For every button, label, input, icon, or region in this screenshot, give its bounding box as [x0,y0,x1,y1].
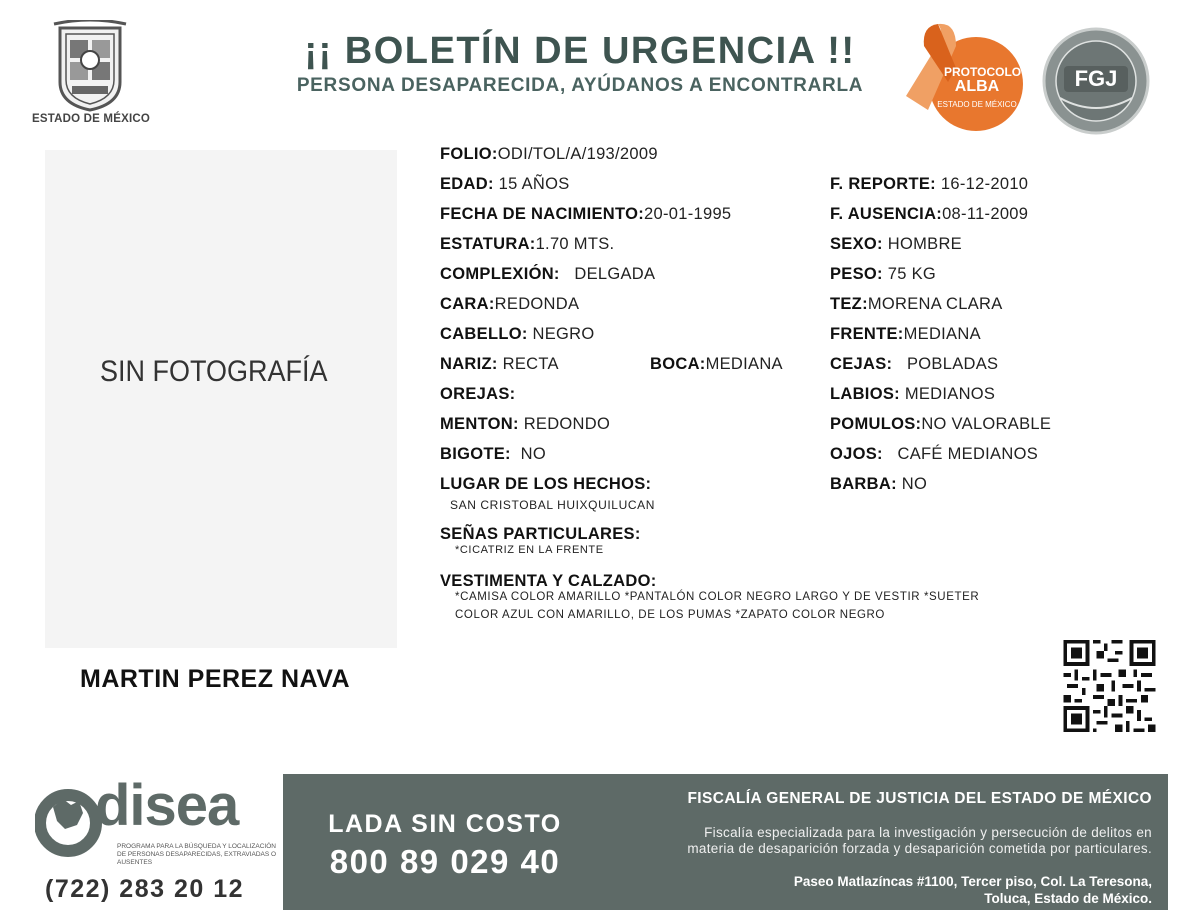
field-nariz [440,355,559,374]
field-bigote [440,445,546,464]
field-estatura [440,235,614,254]
field-nariz-value: RECTA [502,355,559,373]
fgj-logo [1040,26,1152,136]
field-cara [440,295,579,314]
fgj-desc-line1: Fiscalía especializada para la investigación y persecución de delitos en [704,825,1152,840]
field-tez [830,295,1003,314]
bulletin-title: ¡¡ BOLETÍN DE URGENCIA !! [304,30,856,72]
lugar-label-text: LUGAR DE LOS HECHOS: [440,475,652,493]
field-sexo-value: HOMBRE [887,235,962,253]
field-tez-label: TEZ: [830,295,868,313]
field-f-ausencia-value: 08-11-2009 [942,205,1029,223]
field-bigote-value: NO [520,445,546,463]
senas-value: *CICATRIZ EN LA FRENTE [455,544,604,556]
field-nariz-label: NARIZ: [440,355,498,373]
field-cejas [830,355,998,374]
field-folio-label: FOLIO: [440,145,498,163]
field-edad [440,175,570,194]
odisea-caption-line2: DE PERSONAS DESAPARECIDAS, EXTRAVIADAS O [117,851,277,858]
lugar-value: SAN CRISTOBAL HUIXQUILUCAN [450,498,655,512]
field-orejas [440,385,515,404]
field-menton-label: MENTON: [440,415,519,433]
fgj-address [600,873,1152,907]
fgj-addr-line2: Toluca, Estado de México. [984,891,1152,906]
field-labios [830,385,995,404]
field-fecha-nacimiento [440,205,731,224]
alba-line3: ESTADO DE MÉXICO [937,100,1017,109]
field-f-reporte-label: F. REPORTE: [830,175,936,193]
field-pomulos-value: NO VALORABLE [921,415,1052,433]
field-ojos-value: CAFÉ MEDIANOS [897,445,1039,463]
field-edad-value: 15 AÑOS [498,175,570,193]
odisea-logo [35,773,277,866]
fgj-description [600,825,1152,857]
field-f-ausencia [830,205,1028,224]
senas-label [440,525,641,544]
state-label: ESTADO DE MÉXICO [32,113,150,125]
field-cabello-label: CABELLO: [440,325,528,343]
field-frente [830,325,981,344]
field-estatura-value: 1.70 MTS. [535,235,615,253]
field-peso-label: PESO: [830,265,883,283]
field-barba-label: BARBA: [830,475,897,493]
field-cejas-value: POBLADAS [906,355,999,373]
field-bigote-label: BIGOTE: [440,445,511,463]
vestimenta-line1: *CAMISA COLOR AMARILLO *PANTALÓN COLOR NEGRO LARGO Y DE VESTIR *SUETER [455,591,980,603]
person-name: MARTIN PEREZ NAVA [80,665,351,693]
field-peso [830,265,936,284]
odisea-caption-line1: PROGRAMA PARA LA BÚSQUEDA Y LOCALIZACIÓN [117,843,276,850]
field-pomulos-label: POMULOS: [830,415,922,433]
field-edad-label: EDAD: [440,175,494,193]
fgj-desc-line2: materia de desaparición forzada y desaparición cometida por particulares. [687,841,1152,856]
field-menton [440,415,610,434]
field-sexo [830,235,962,254]
estado-de-mexico-seal [48,20,132,112]
field-cejas-label: CEJAS: [830,355,893,373]
photo-placeholder [45,150,397,648]
protocolo-alba-logo [898,20,1030,132]
field-cara-value: REDONDA [494,295,580,313]
field-boca-value: MEDIANA [705,355,783,373]
fgj-name: FISCALÍA GENERAL DE JUSTICIA DEL ESTADO DE MÉXICO [687,790,1152,807]
lada-label: LADA SIN COSTO [328,810,562,838]
odisea-brand: disea [95,773,239,838]
field-cabello [440,325,595,344]
field-peso-value: 75 KG [887,265,937,283]
field-cara-label: CARA: [440,295,495,313]
qr-code[interactable] [1062,640,1157,732]
field-ojos [830,445,1038,464]
field-frente-value: MEDIANA [903,325,981,343]
field-folio [440,145,658,164]
field-estatura-label: ESTATURA: [440,235,536,253]
fgj-logo-text: FGJ [1074,66,1118,91]
field-barba [830,475,927,494]
odisea-caption-line3: AUSENTES [117,859,153,866]
field-ojos-label: OJOS: [830,445,883,463]
field-f-reporte-value: 16-12-2010 [940,175,1029,193]
field-labios-label: LABIOS: [830,385,900,403]
field-complexion-value: DELGADA [574,265,656,283]
field-f-reporte [830,175,1028,194]
field-boca-label: BOCA: [650,355,706,373]
fgj-addr-line1: Paseo Matlazíncas #1100, Tercer piso, Col. La Teresona, [793,874,1152,889]
field-f-ausencia-label: F. AUSENCIA: [830,205,943,223]
lada-phone-number[interactable]: 800 89 029 40 [329,843,561,880]
vestimenta-label [440,572,657,591]
field-cabello-value: NEGRO [532,325,595,343]
field-barba-value: NO [901,475,928,493]
field-menton-value: REDONDO [523,415,611,433]
field-orejas-label: OREJAS: [440,385,516,403]
senas-label-text: SEÑAS PARTICULARES: [440,525,641,543]
bulletin-subtitle: PERSONA DESAPARECIDA, AYÚDANOS A ENCONTRARLA [296,75,864,96]
odisea-phone[interactable]: (722) 283 20 12 [45,875,245,903]
field-pomulos [830,415,1051,434]
field-fecha-nacimiento-value: 20-01-1995 [644,205,732,223]
field-folio-value: ODI/TOL/A/193/2009 [497,145,658,163]
alba-line2: ALBA [954,78,1000,95]
field-tez-value: MORENA CLARA [867,295,1003,313]
alba-line1: PROTOCOLO [944,65,1022,79]
vestimenta-line2: COLOR AZUL CON AMARILLO, DE LOS PUMAS *ZAPATO COLOR NEGRO [455,609,885,621]
field-labios-value: MEDIANOS [904,385,996,403]
lugar-label [440,475,651,494]
field-boca [650,355,783,374]
field-frente-label: FRENTE: [830,325,904,343]
field-complexion [440,265,655,284]
field-fecha-nacimiento-label: FECHA DE NACIMIENTO: [440,205,644,223]
vestimenta-label-text: VESTIMENTA Y CALZADO: [440,572,657,590]
field-sexo-label: SEXO: [830,235,883,253]
no-photo-text: SIN FOTOGRAFÍA [100,355,328,388]
field-complexion-label: COMPLEXIÓN: [440,265,560,283]
